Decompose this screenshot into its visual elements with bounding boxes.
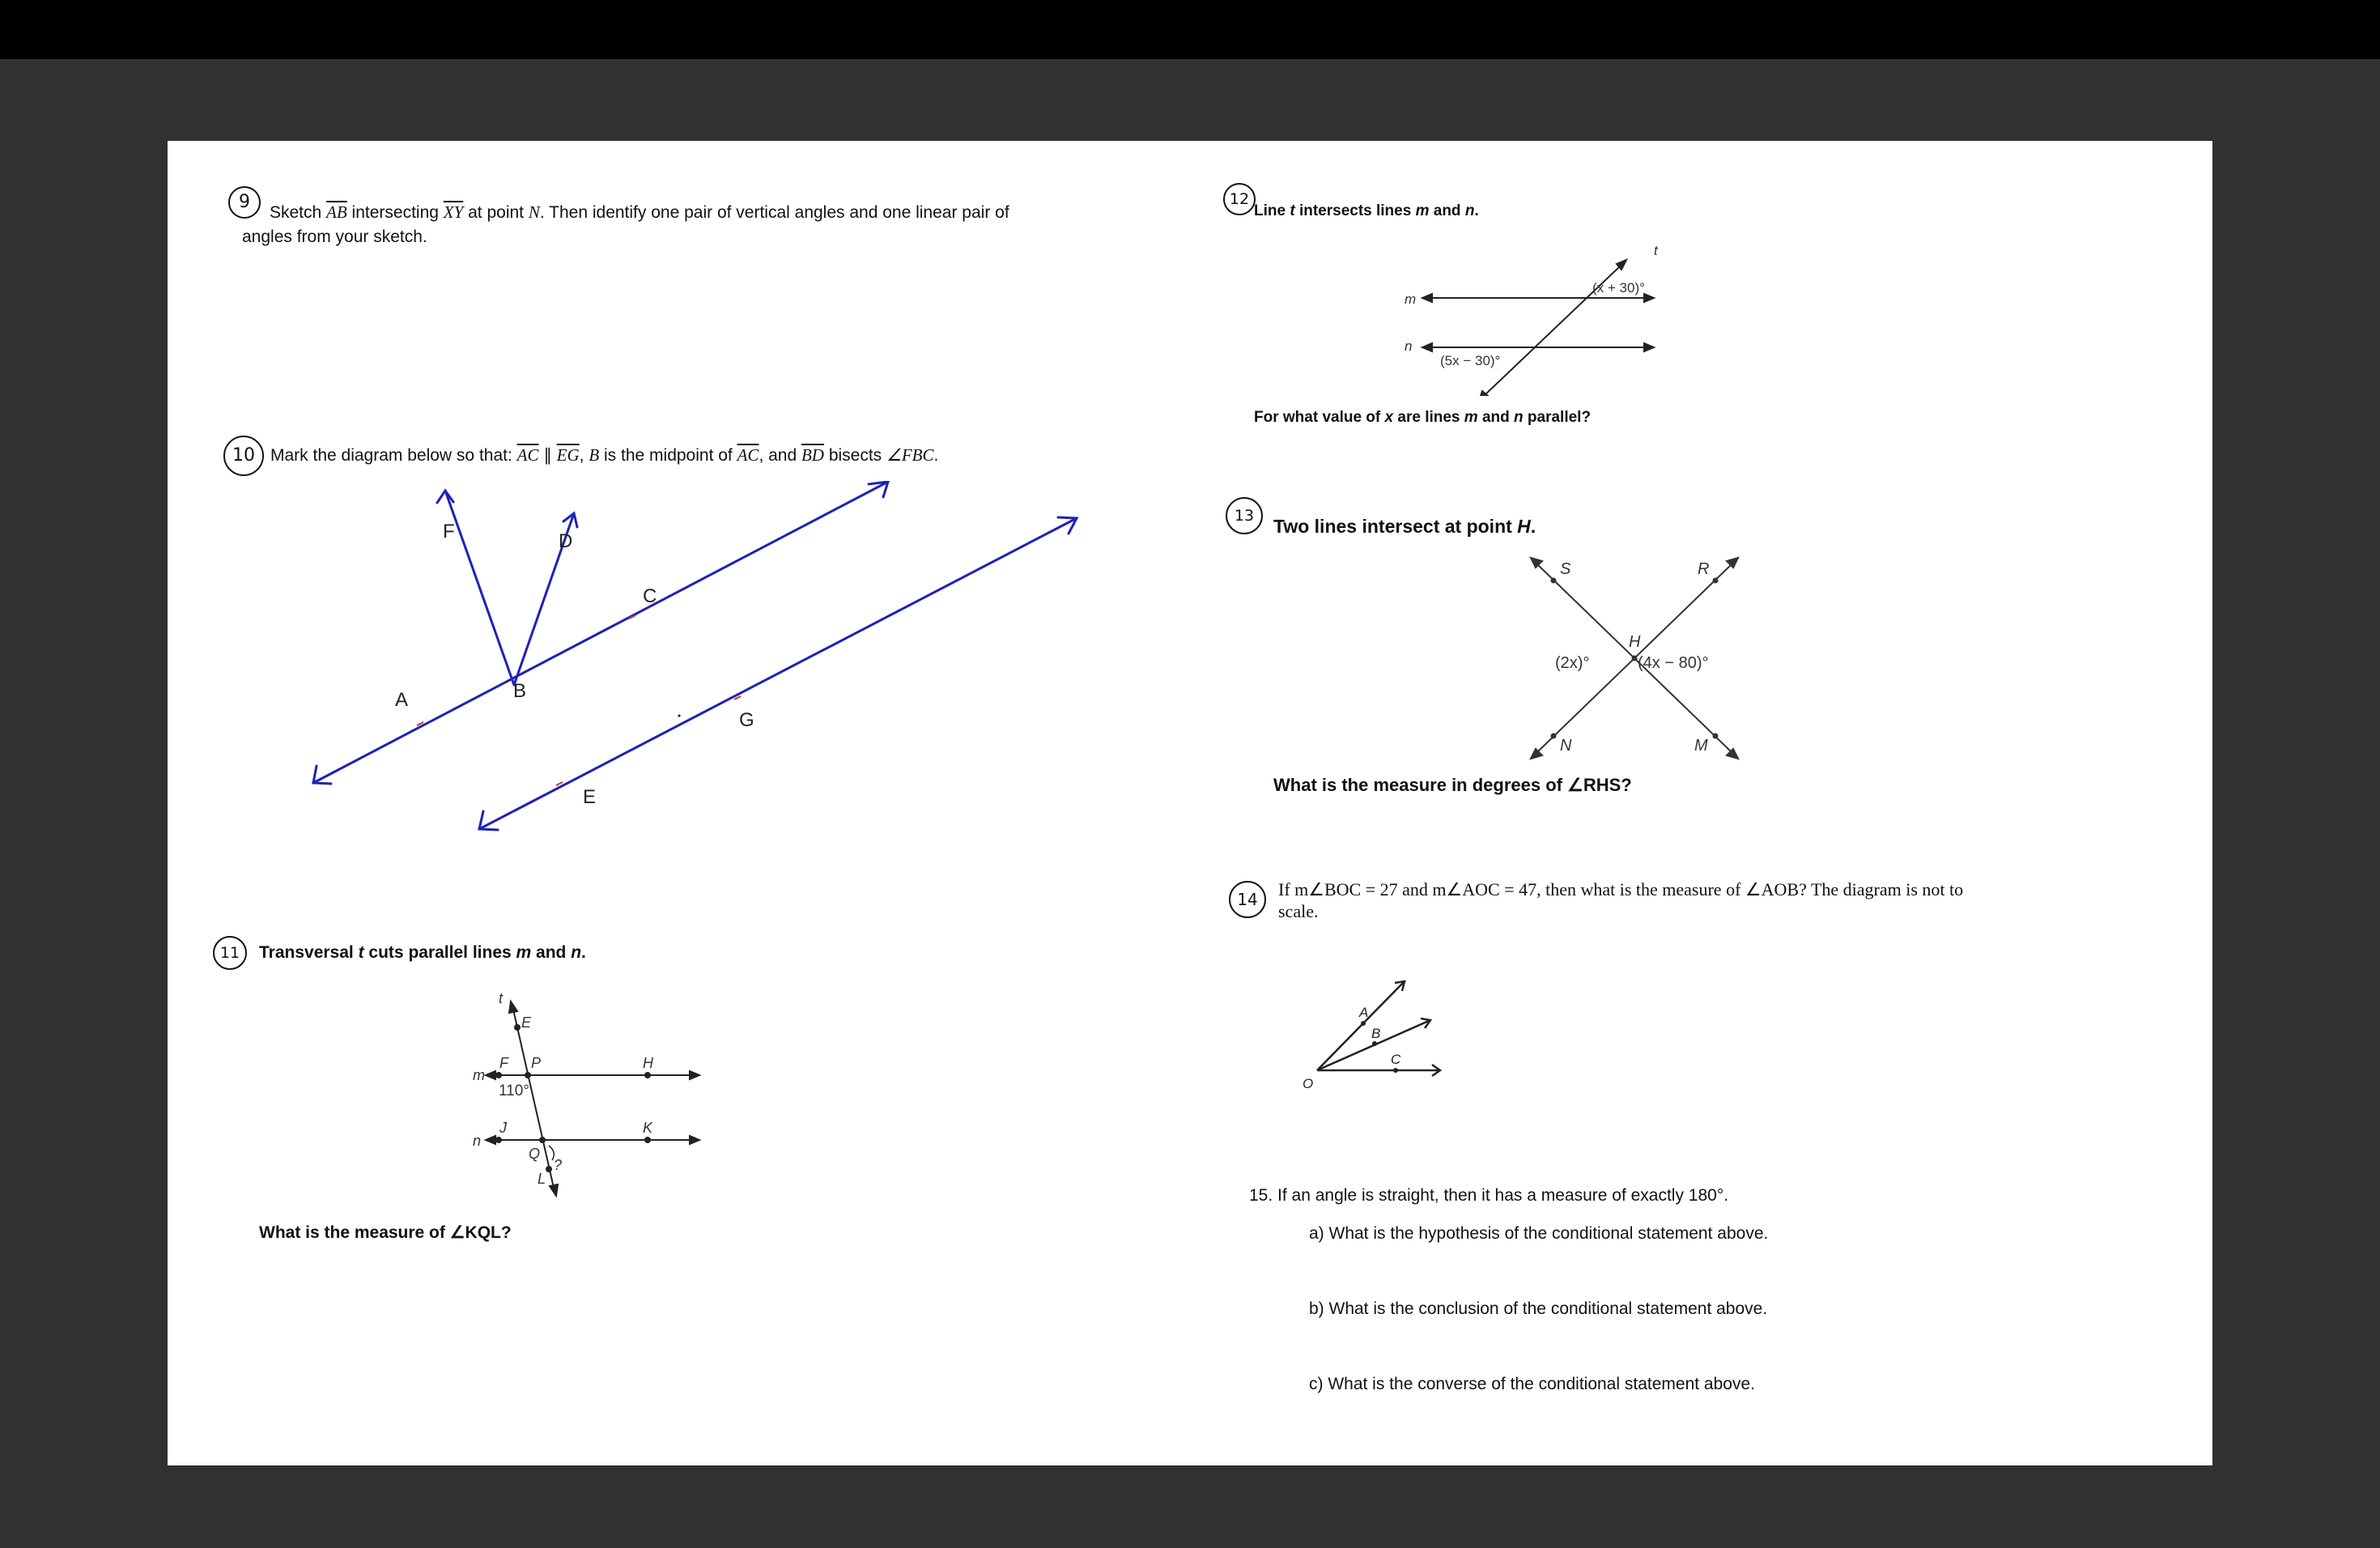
point-m	[1714, 734, 1718, 738]
label-e: E	[521, 1014, 532, 1031]
question-15b: b) What is the conclusion of the conditional statement above.	[1309, 1299, 1768, 1318]
question-14-number: 14	[1229, 881, 1266, 918]
label-n: n	[1405, 338, 1413, 354]
question-15a: a) What is the hypothesis of the conditional statement above.	[1309, 1224, 1769, 1243]
point-b	[1372, 1041, 1377, 1046]
label-unknown-angle: ?	[554, 1157, 563, 1173]
label-a: A	[395, 689, 409, 711]
question-12-number: 12	[1223, 183, 1256, 215]
question-11-title: Transversal t cuts parallel lines m and n.	[259, 943, 586, 962]
label-b: B	[1371, 1026, 1381, 1041]
question-13-title: Two lines intersect at point H.	[1273, 516, 1536, 537]
label-e: E	[583, 786, 597, 808]
label-q: Q	[529, 1146, 541, 1162]
worksheet-page	[168, 141, 2212, 1465]
question-9-number: 9	[228, 186, 261, 219]
arrow-m	[1727, 749, 1738, 759]
line-eg	[479, 518, 1077, 829]
label-a: A	[1359, 1005, 1369, 1020]
label-r: R	[1698, 560, 1710, 578]
question-13-diagram	[1495, 550, 1843, 760]
stray-dot	[678, 715, 681, 717]
label-d: D	[559, 530, 573, 552]
point-j	[496, 1138, 501, 1142]
question-15-stem: 15. If an angle is straight, then it has a measure of exactly 180°.	[1249, 1186, 1729, 1205]
label-m: M	[1694, 737, 1708, 755]
label-n: n	[473, 1133, 482, 1149]
label-m: m	[473, 1067, 485, 1083]
label-h: H	[1629, 633, 1641, 651]
question-15c: c) What is the converse of the conditional statement above.	[1309, 1375, 1755, 1393]
label-c: C	[643, 585, 657, 607]
question-9-line2: angles from your sketch.	[242, 228, 427, 246]
question-12-title: Line t intersects lines m and n.	[1254, 202, 1479, 219]
arrow-m-left	[486, 1071, 495, 1079]
question-14-line1: If m∠BOC = 27 and m∠AOC = 47, then what is the measure of ∠AOB? The diagram is not to	[1278, 879, 1964, 899]
point-s	[1552, 579, 1556, 583]
question-10-text: Mark the diagram below so that: $\overline{AC}$ ∥ $\overline{EG}$, B is the midpoint of $\overline{AC}$, and $\overline{BD}$ bisects ∠FBC.	[270, 445, 939, 465]
point-r	[1714, 579, 1718, 583]
label-c: C	[1391, 1052, 1401, 1067]
question-14-line2: scale.	[1278, 901, 1319, 921]
arrow-r	[1727, 558, 1738, 568]
point-l	[546, 1167, 551, 1172]
label-angle-2x: (2x)°	[1555, 654, 1590, 672]
label-m: m	[1405, 291, 1417, 307]
arrow-t-bottom	[550, 1184, 558, 1196]
question-12-prompt: For what value of x are lines m and n parallel?	[1254, 409, 1592, 426]
point-e	[515, 1025, 520, 1030]
label-t: t	[1654, 243, 1658, 258]
arrow-m-right	[1644, 294, 1654, 302]
label-s: S	[1560, 560, 1571, 578]
arrow-m-right	[690, 1071, 699, 1079]
question-10-diagram	[289, 481, 1139, 999]
arrow-n-left	[1422, 343, 1432, 351]
question-11-number: 11	[213, 936, 247, 970]
label-f: F	[499, 1055, 508, 1071]
label-t: t	[499, 990, 504, 1006]
label-110-degrees: 110°	[499, 1082, 529, 1099]
question-12-diagram	[1398, 234, 1673, 396]
question-13-prompt: What is the measure in degrees of ∠RHS?	[1273, 775, 1632, 795]
arrow-s	[1531, 558, 1542, 568]
question-11-diagram	[463, 987, 714, 1197]
line-ac	[313, 482, 888, 783]
label-p: P	[531, 1055, 542, 1071]
point-q	[540, 1138, 545, 1142]
label-l: L	[538, 1171, 546, 1187]
label-n: N	[1560, 737, 1572, 755]
question-9-line1: Sketch $\overline{AB}$ intersecting $\overline{XY}$ at point N. Then identify one pair of vertical angles and one linear pair of	[270, 202, 1009, 222]
question-13-number: 13	[1226, 497, 1263, 534]
label-g: G	[739, 709, 754, 731]
point-k	[645, 1138, 650, 1142]
label-angle-4x-minus-80: (4x − 80)°	[1638, 654, 1709, 672]
question-14-diagram	[1285, 973, 1463, 1103]
point-f	[496, 1073, 501, 1078]
arrowhead-f	[437, 491, 453, 503]
viewer-top-bar	[0, 0, 2380, 59]
arrow-n	[1531, 749, 1542, 759]
arrow-t-top	[509, 1002, 517, 1013]
label-f: F	[443, 521, 455, 542]
question-11-prompt: What is the measure of ∠KQL?	[259, 1223, 512, 1242]
point-c	[1393, 1068, 1398, 1073]
label-h: H	[643, 1055, 653, 1071]
arrow-n-left	[486, 1136, 495, 1144]
arrow-m-left	[1422, 294, 1432, 302]
label-b: B	[513, 680, 527, 702]
label-j: J	[499, 1120, 507, 1136]
label-angle-5x-minus-30: (5x − 30)°	[1440, 353, 1501, 368]
question-10-number: 10	[223, 436, 264, 476]
label-angle-x-plus-30: (x + 30)°	[1592, 280, 1645, 296]
point-h	[645, 1073, 650, 1078]
point-h	[1633, 657, 1637, 661]
arrow-n-right	[690, 1136, 699, 1144]
ray-bf	[445, 491, 514, 685]
arrow-n-right	[1644, 343, 1654, 351]
label-k: K	[643, 1120, 653, 1136]
label-o: O	[1303, 1076, 1314, 1091]
point-a	[1361, 1021, 1366, 1026]
point-n	[1552, 734, 1556, 738]
point-p	[525, 1073, 530, 1078]
